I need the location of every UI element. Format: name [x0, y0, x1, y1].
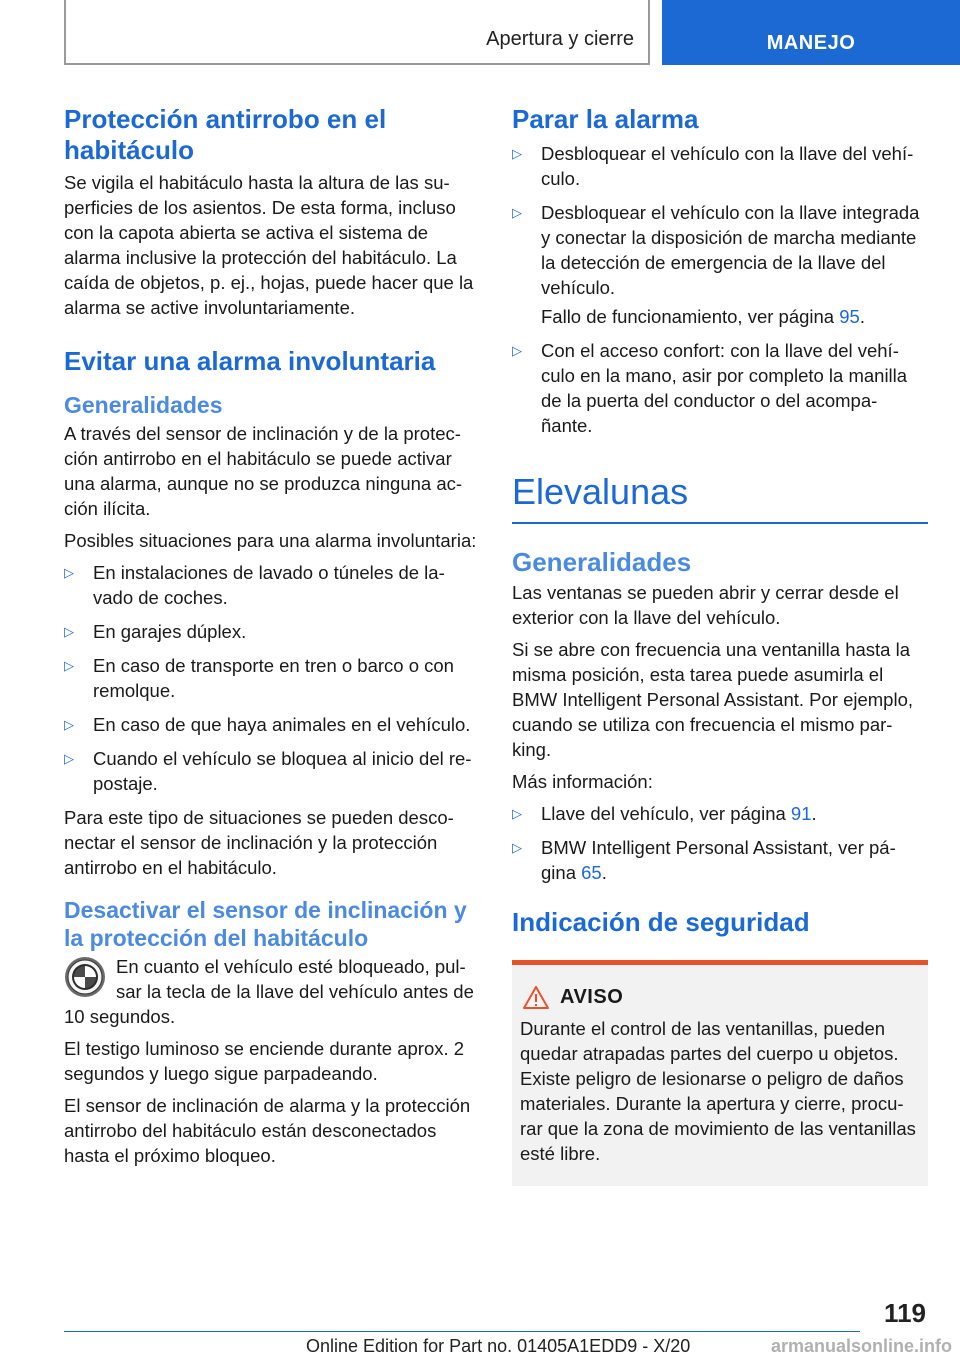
header-chapter-tab: MANEJO: [662, 0, 960, 65]
triangle-bullet-icon: ▷: [512, 806, 522, 821]
list-parar-alarma-cont: [512, 338, 928, 438]
list-item: ▷ Cuando el vehículo se bloquea al inicio del re-postaje.: [64, 748, 472, 794]
watermark: armanualsonline.info: [770, 1336, 952, 1356]
page-link-65[interactable]: 65: [581, 862, 602, 883]
footer-divider: [64, 1331, 860, 1332]
heading-parar-alarma: Parar la alarma: [512, 104, 699, 134]
warning-triangle-icon: [522, 985, 550, 1010]
list-item: ▷ BMW Intelligent Personal Assistant, ver pá-gina 65.: [512, 837, 896, 883]
triangle-bullet-icon: ▷: [64, 565, 74, 580]
heading-generalidades-right: Generalidades: [512, 547, 692, 577]
paragraph-mas-informacion: Más información:: [512, 771, 653, 792]
paragraph-testigo: El testigo luminoso se enciende durante aprox. 2 segundos y luego sigue parpadeando.: [64, 1038, 465, 1084]
list-item: ▷ En instalaciones de lavado o túneles de la-vado de coches.: [64, 562, 445, 608]
triangle-bullet-icon: ▷: [512, 146, 522, 161]
instruction-with-key-icon: [64, 954, 480, 1029]
paragraph-fallo-funcionamiento: Fallo de funcionamiento, ver página 95.: [541, 306, 865, 327]
bmw-key-button-icon: [64, 956, 106, 998]
footer-edition: Online Edition for Part no. 01405A1EDD9 - X/20: [306, 1336, 691, 1356]
paragraph-ventanas: Las ventanas se pueden abrir y cerrar desde el exterior con la llave del vehículo.: [512, 582, 899, 628]
paragraph-sensor-desconectado: El sensor de inclinación de alarma y la protección antirrobo del habitáculo están desconectados hasta el próximo bloqueo.: [64, 1095, 471, 1166]
header-section-box: [64, 0, 650, 65]
paragraph-proteccion: Se vigila el habitáculo hasta la altura de las su-perficies de los asientos. De esta forma, incluso con la capota abierta se activa el sistema de alarma inclusive la protección del habitáculo. La caída de objetos, p. ej., hojas, puede hacer que la alarma se active involuntariamente.: [64, 172, 474, 318]
heading-evitar-alarma: Evitar una alarma involuntaria: [64, 346, 436, 376]
right-column: [512, 100, 928, 1186]
triangle-bullet-icon: ▷: [64, 624, 74, 639]
triangle-bullet-icon: ▷: [512, 205, 522, 220]
page-link-91[interactable]: 91: [790, 803, 812, 824]
list-parar-alarma: [512, 141, 928, 300]
paragraph-posibles-situaciones: Posibles situaciones para una alarma involuntaria:: [64, 530, 477, 551]
header-section-title: Apertura y cierre: [486, 28, 634, 50]
list-item: ▷ Desbloquear el vehículo con la llave integrada y conectar la disposición de marcha mediante la detección de emergencia de la llave del vehículo.: [512, 202, 920, 298]
paragraph-en-cuanto: En cuanto el vehículo esté bloqueado, pul-sar la tecla de la llave del vehículo antes de 10 segundos.: [64, 956, 474, 1027]
triangle-bullet-icon: ▷: [64, 751, 74, 766]
heading-desactivar-sensor: Desactivar el sensor de inclinación y la protección del habitáculo: [64, 897, 467, 951]
list-item: ▷ En caso de transporte en tren o barco o con remolque.: [64, 655, 454, 701]
heading-indicacion-seguridad: Indicación de seguridad: [512, 907, 810, 937]
paragraph-si-se-abre: Si se abre con frecuencia una ventanilla hasta la misma posición, esta tarea puede asumirla el BMW Intelligent Personal Assistant. Por ejemplo, cuando se utiliza con frecuencia el mismo par-king.: [512, 639, 914, 760]
page-number: 119: [884, 1298, 926, 1328]
list-item: ▷ Llave del vehículo, ver página 91.: [512, 803, 817, 824]
triangle-bullet-icon: ▷: [64, 717, 74, 732]
paragraph-generalidades-left: A través del sensor de inclinación y de la protec-ción antirrobo en el habitáculo se puede activar una alarma, aunque no se produzca ninguna ac-ción ilícita.: [64, 423, 463, 519]
list-situaciones: [64, 560, 480, 796]
warning-text: Durante el control de las ventanillas, pueden quedar atrapadas partes del cuerpo u objetos. Existe peligro de lesionarse o peligro de daños materiales. Durante la apertura y cierre, procu-rar que la zona de movimiento de las ventanillas esté libre.: [520, 1018, 916, 1164]
list-item: ▷ Desbloquear el vehículo con la llave del vehí-culo.: [512, 143, 914, 189]
left-column: [64, 100, 480, 1175]
warning-header: [520, 985, 920, 1010]
triangle-bullet-icon: ▷: [64, 658, 74, 673]
list-item: ▷ En garajes dúplex.: [64, 621, 247, 642]
list-item: ▷ En caso de que haya animales en el vehículo.: [64, 714, 471, 735]
warning-label: AVISO: [560, 986, 624, 1008]
page-link-95[interactable]: 95: [839, 306, 860, 327]
warning-box: [512, 960, 928, 1186]
heading-elevalunas: Elevalunas: [512, 470, 928, 524]
list-mas-informacion: [512, 801, 928, 885]
paragraph-para-este-tipo: Para este tipo de situaciones se pueden desco-nectar el sensor de inclinación y la protección antirrobo en el habitáculo.: [64, 807, 454, 878]
triangle-bullet-icon: ▷: [512, 343, 522, 358]
heading-generalidades-left: Generalidades: [64, 392, 223, 418]
triangle-bullet-icon: ▷: [512, 840, 522, 855]
list-item: ▷ Con el acceso confort: con la llave del vehí-culo en la mano, asir por completo la manilla de la puerta del conductor o del acompa-ñante.: [512, 340, 908, 436]
heading-proteccion-antirrobo: Protección antirrobo en el habitáculo: [64, 104, 387, 165]
